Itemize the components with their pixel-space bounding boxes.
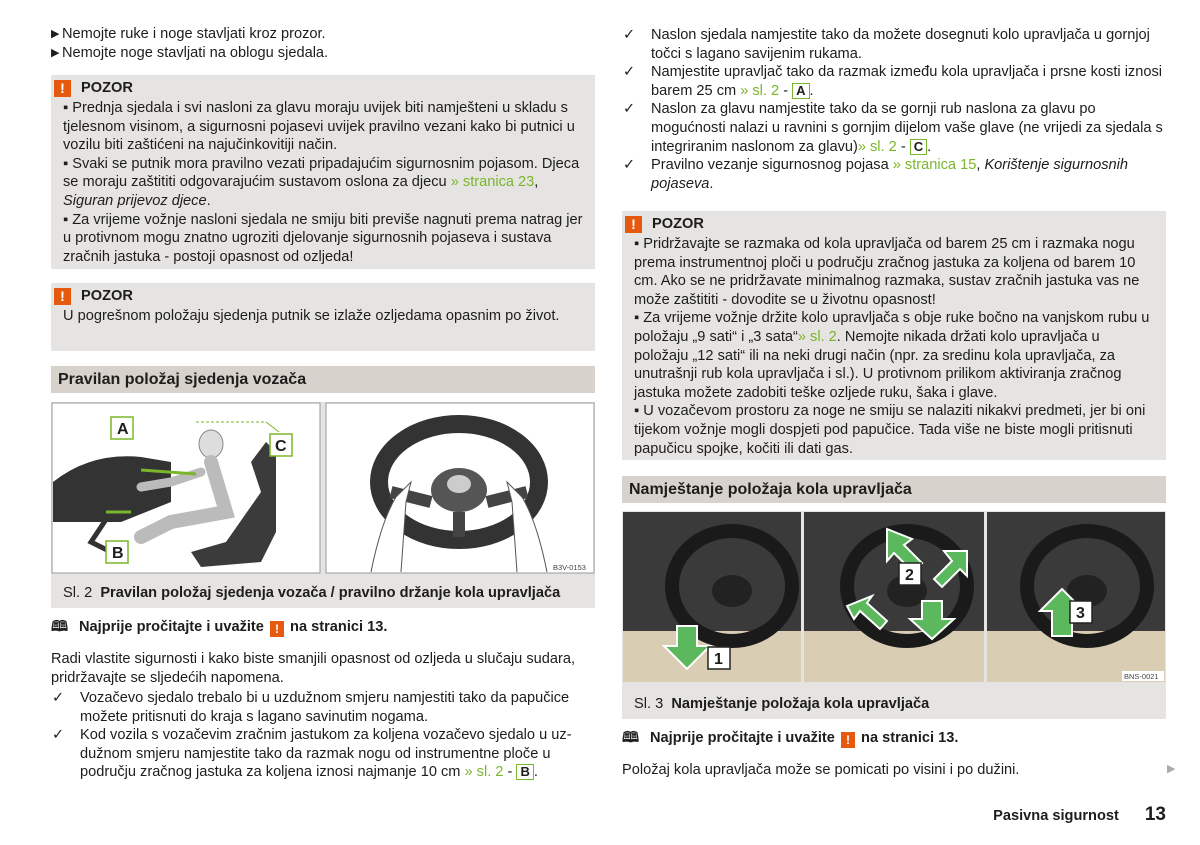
warning-icon: ! (841, 732, 855, 748)
figure-link[interactable]: » sl. 2 (857, 138, 897, 155)
warning-icon: ! (625, 216, 642, 233)
warning-icon: ! (270, 621, 284, 637)
figure-caption: Namještanje položaja kola upravljača (671, 696, 930, 712)
check-icon: ✓ (623, 101, 636, 118)
checklist (51, 689, 595, 782)
read-first-note: 🕮 Najprije pročitajte i uvažite ! na stranici 13. (51, 619, 388, 636)
figure-label-box: B (516, 764, 533, 780)
figure-code: B3V-0153 (553, 563, 586, 572)
steering-adjust-illustration (622, 511, 1166, 683)
figure-label-box: C (910, 139, 927, 155)
page-footer (993, 806, 1166, 826)
step-label-3: 3 (1076, 605, 1085, 622)
seating-illustration (51, 402, 595, 574)
warning-text: ▪ Prednja sjedala i svi nasloni za glavu moraju uvijek biti namješteni u skladu s tjelesnom visinom, a sigurnosni pojasevi uvijek pravilno vezani kako bi putnici u vozilu biti zaštićeni na najučinkovitiji način. (63, 100, 575, 154)
warning-title: POZOR (81, 287, 133, 304)
label-c: C (275, 438, 287, 455)
warning-box (51, 283, 595, 351)
page-number: 13 (1144, 804, 1166, 825)
figure-seating (51, 402, 595, 608)
warning-text: ▪ U vozačevom prostoru za noge ne smiju se nalaziti nikakvi predmeti, jer bi oni tijekom vožnje mogli dospjeti pod papučice. Tada više ne biste mogli pritisnuti papučicu spojke, kočiti ili dati gas. (634, 403, 1146, 457)
check-icon: ✓ (623, 64, 636, 81)
warning-icon: ! (54, 288, 71, 305)
figure-link[interactable]: » sl. 2 (464, 764, 504, 781)
check-icon: ✓ (623, 27, 636, 43)
paragraph: Radi vlastite sigurnosti i kako biste smanjili opasnost od ozljeda u slučaju sudara, pridržavajte se sljedećih napomena. (51, 651, 576, 686)
figure-link[interactable]: » sl. 2 (740, 82, 780, 99)
book-icon: 🕮 (51, 619, 69, 635)
warning-text: U pogrešnom položaju sjedenja putnik se izlaže ozljedama opasnim po život. (63, 308, 560, 324)
page-link[interactable]: » stranica 23 (450, 174, 535, 191)
check-icon: ✓ (623, 157, 636, 174)
checklist (622, 26, 1166, 193)
figure-code: BNS-0021 (1124, 672, 1159, 681)
checklist-item: ✓ Kod vozila s vozačevim zračnim jastukom za koljena vozačevo sjedalo u uzdužnom smjeru namjestite tako da razmak nogu od instrumentne ploče u području zračnog jastuka za koljena iznosi najmanje 10 cm » sl. 2 - B . (52, 727, 572, 781)
book-icon: 🕮 (622, 730, 640, 746)
warning-icon: ! (54, 80, 71, 97)
figure-steering-adjust (622, 511, 1166, 719)
checklist-item: ✓ Pravilno vezanje sigurnosnog pojasa » stranica 15, Korištenje sigurnosnih pojaseva. (623, 157, 1129, 192)
figure-label-box: A (792, 83, 809, 99)
list-item: ▶ Nemojte ruke i noge stavljati kroz prozor. (51, 26, 326, 42)
warning-text: ▪ Za vrijeme vožnje držite kolo upravljača s obje ruke bočno na vanjskom rubu u položaju „9 sati“ i „3 sata“» sl. 2. Nemojte nikada držati kolo upravljača u položaju „12 sati“ ili na neki drugi način (npr. za sredinu kola upravljača, za unutrašnji rub kola upravljača i sl.). U protivnom prilikom aktiviranja zračnog jastuka možete zadobiti teške ozljede ruku, šaka i glave. (634, 310, 1150, 401)
read-first-note: 🕮 Najprije pročitajte i uvažite ! na stranici 13. (622, 730, 959, 747)
figure-number: Sl. 3 (634, 696, 664, 712)
figure-number: Sl. 2 (63, 585, 93, 601)
label-a: A (117, 421, 129, 438)
warning-box (51, 75, 595, 269)
paragraph: Položaj kola upravljača može se pomicati po visini i po dužini. (622, 762, 1020, 778)
label-b: B (112, 545, 124, 562)
footer-section: Pasivna sigurnost (993, 808, 1119, 824)
step-label-1: 1 (714, 651, 723, 668)
figure-link[interactable]: » sl. 2 (797, 328, 837, 345)
step-label-2: 2 (905, 567, 914, 584)
warning-title: POZOR (81, 79, 133, 96)
page-link[interactable]: » stranica 15 (892, 157, 977, 174)
check-icon: ✓ (52, 727, 65, 744)
intro-bullets (51, 25, 595, 62)
list-item: ▶ Nemojte noge stavljati na oblogu sjedala. (51, 44, 329, 61)
triangle-bullet-icon: ▶ (51, 28, 60, 40)
figure-caption: Pravilan položaj sjedenja vozača / pravilno držanje kola upravljača (100, 585, 561, 601)
warning-box (622, 211, 1166, 460)
triangle-bullet-icon: ▶ (51, 46, 60, 59)
warning-title: POZOR (652, 215, 704, 232)
warning-text: ▪ Pridržavajte se razmaka od kola upravljača od barem 25 cm i razmaka nogu prema instrumentnoj ploči u području zračnog jastuka za koljena od barem 10 cm. Ako se ne pridržavate minimalnog razmaka, sustav zračnih jastuka vas ne može zaštititi - dovodite se u životnu opasnost! (634, 236, 1140, 308)
checklist-item: ✓ Naslon sjedala namjestite tako da možete dosegnuti kolo upravljača u gornjoj točci s lagano savijenim rukama. (623, 27, 1150, 62)
checklist-item: ✓ Naslon za glavu namjestite tako da se gornji rub naslona za glavu po mogućnosti nalazi u ravnini s gornjim dijelom vaše glave (ne vrijedi za sjedala s integriranim naslonom za glavu)» sl. 2 - C . (623, 101, 1163, 155)
warning-text: ▪ Svaki se putnik mora pravilno vezati pripadajućim sigurnosnim pojasom. Djeca se moraju zaštititi odgovarajućim sustavom oslona za djecu » stranica 23, Siguran prijevoz djece. (63, 155, 580, 209)
section-title: Pravilan položaj sjedenja vozača (51, 366, 595, 393)
warning-text: ▪ Za vrijeme vožnje nasloni sjedala ne smiju biti previše nagnuti prema natrag jer u protivnom mogu znatno ugroziti djelovanje sigurnosnih pojaseva i sustava zračnih jastuka - postoji opasnost od ozljeda! (63, 211, 583, 265)
checklist-item: ✓ Namjestite upravljač tako da razmak između kola upravljača i prsne kosti iznosi barem 25 cm » sl. 2 - A . (623, 64, 1163, 99)
checklist-item: ✓ Vozačevo sjedalo trebalo bi u uzdužnom smjeru namjestiti tako da papučice možete pritisnuti do kraja s lagano savinutim nogama. (52, 690, 570, 725)
section-title: Namještanje položaja kola upravljača (622, 476, 1166, 503)
check-icon: ✓ (52, 690, 65, 706)
continue-arrow-icon: ▶ (1167, 763, 1176, 775)
